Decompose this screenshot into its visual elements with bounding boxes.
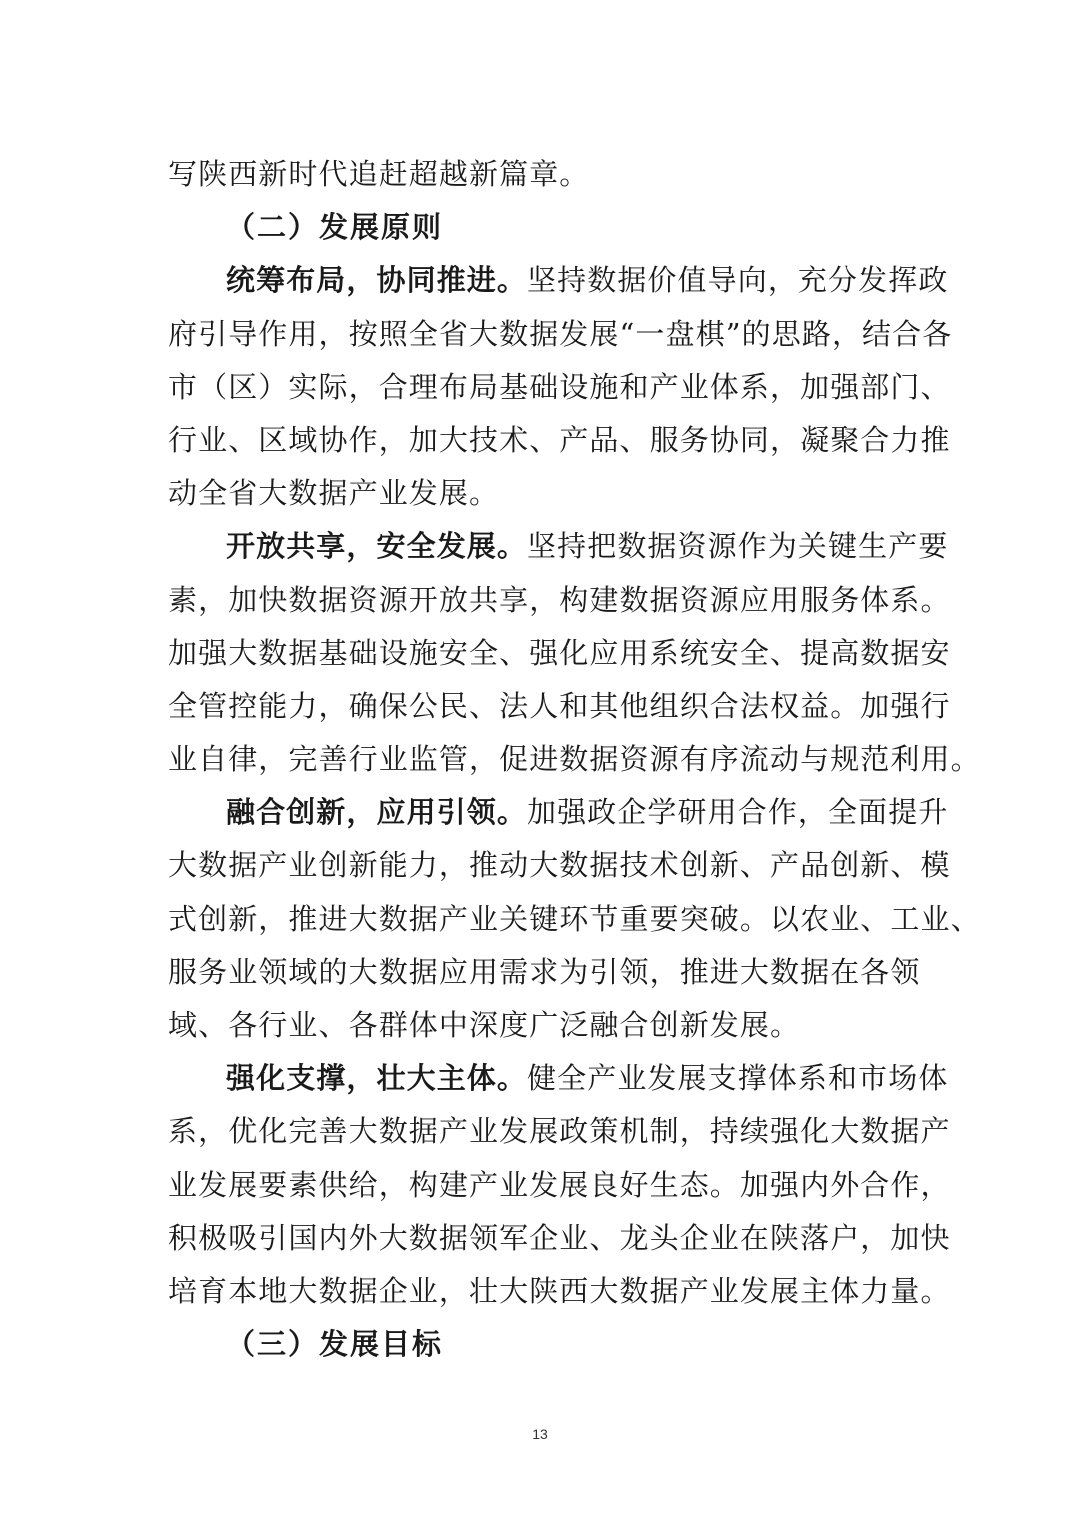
paragraph-2-line-3: 加强大数据基础设施安全、强化应用系统安全、提高数据安 (168, 635, 951, 670)
paragraph-4-line-5: 培育本地大数据企业，壮大陕西大数据产业发展主体力量。 (168, 1273, 951, 1308)
paragraph-3-text-1: 加强政企学研用合作，全面提升 (527, 795, 949, 830)
section-heading-goals: （三）发展目标 (226, 1327, 444, 1362)
paragraph-2-lead: 开放共享，安全发展。 (226, 529, 528, 564)
paragraph-3-line-2: 大数据产业创新能力，推动大数据技术创新、产品创新、模 (168, 848, 951, 883)
paragraph-1-lead: 统筹布局，协同推进。 (226, 263, 528, 298)
paragraph-1-line-5: 动全省大数据产业发展。 (168, 476, 500, 511)
paragraph-4-line-2: 系，优化完善大数据产业发展政策机制，持续强化大数据产 (168, 1114, 951, 1149)
paragraph-2-line-5: 业自律，完善行业监管，促进数据资源有序流动与规范利用。 (168, 742, 981, 777)
paragraph-1-line-3: 市（区）实际，合理布局基础设施和产业体系，加强部门、 (168, 369, 951, 404)
paragraph-4-line-4: 积极吸引国内外大数据领军企业、龙头企业在陕落户，加快 (168, 1220, 951, 1255)
paragraph-2-line-4: 全管控能力，确保公民、法人和其他组织合法权益。加强行 (168, 688, 951, 723)
paragraph-3-lead: 融合创新，应用引领。 (226, 795, 528, 830)
section-heading-principles: （二）发展原则 (226, 210, 444, 245)
paragraph-4-text-1: 健全产业发展支撑体系和市场体 (527, 1061, 949, 1096)
paragraph-1-line-2: 府引导作用，按照全省大数据发展“一盘棋”的思路，结合各 (168, 316, 953, 351)
paragraph-1-text-1: 坚持数据价值导向，充分发挥政 (527, 263, 949, 298)
paragraph-4-lead: 强化支撑，壮大主体。 (226, 1061, 528, 1096)
page-number: 13 (532, 1426, 548, 1442)
paragraph-3-line-4: 服务业领域的大数据应用需求为引领，推进大数据在各领 (168, 954, 921, 989)
paragraph-2-line-2: 素，加快数据资源开放共享，构建数据资源应用服务体系。 (168, 582, 951, 617)
paragraph-1-line-4: 行业、区域协作，加大技术、产品、服务协同，凝聚合力推 (168, 422, 951, 457)
paragraph-2-text-1: 坚持把数据资源作为关键生产要 (527, 529, 949, 564)
paragraph-1-line-1 (168, 254, 949, 307)
paragraph-3-line-5: 域、各行业、各群体中深度广泛融合创新发展。 (168, 1008, 801, 1042)
paragraph-3-line-3: 式创新，推进大数据产业关键环节重要突破。以农业、工业、 (168, 901, 981, 936)
paragraph-4-line-3: 业发展要素供给，构建产业发展良好生态。加强内外合作， (168, 1167, 951, 1202)
paragraph-4-line-1 (168, 1052, 949, 1105)
paragraph-3-line-1 (168, 786, 949, 839)
intro-tail-line: 写陕西新时代追赶超越新篇章。 (168, 157, 590, 191)
body-text (168, 148, 981, 1371)
paragraph-2-line-1 (168, 520, 949, 573)
